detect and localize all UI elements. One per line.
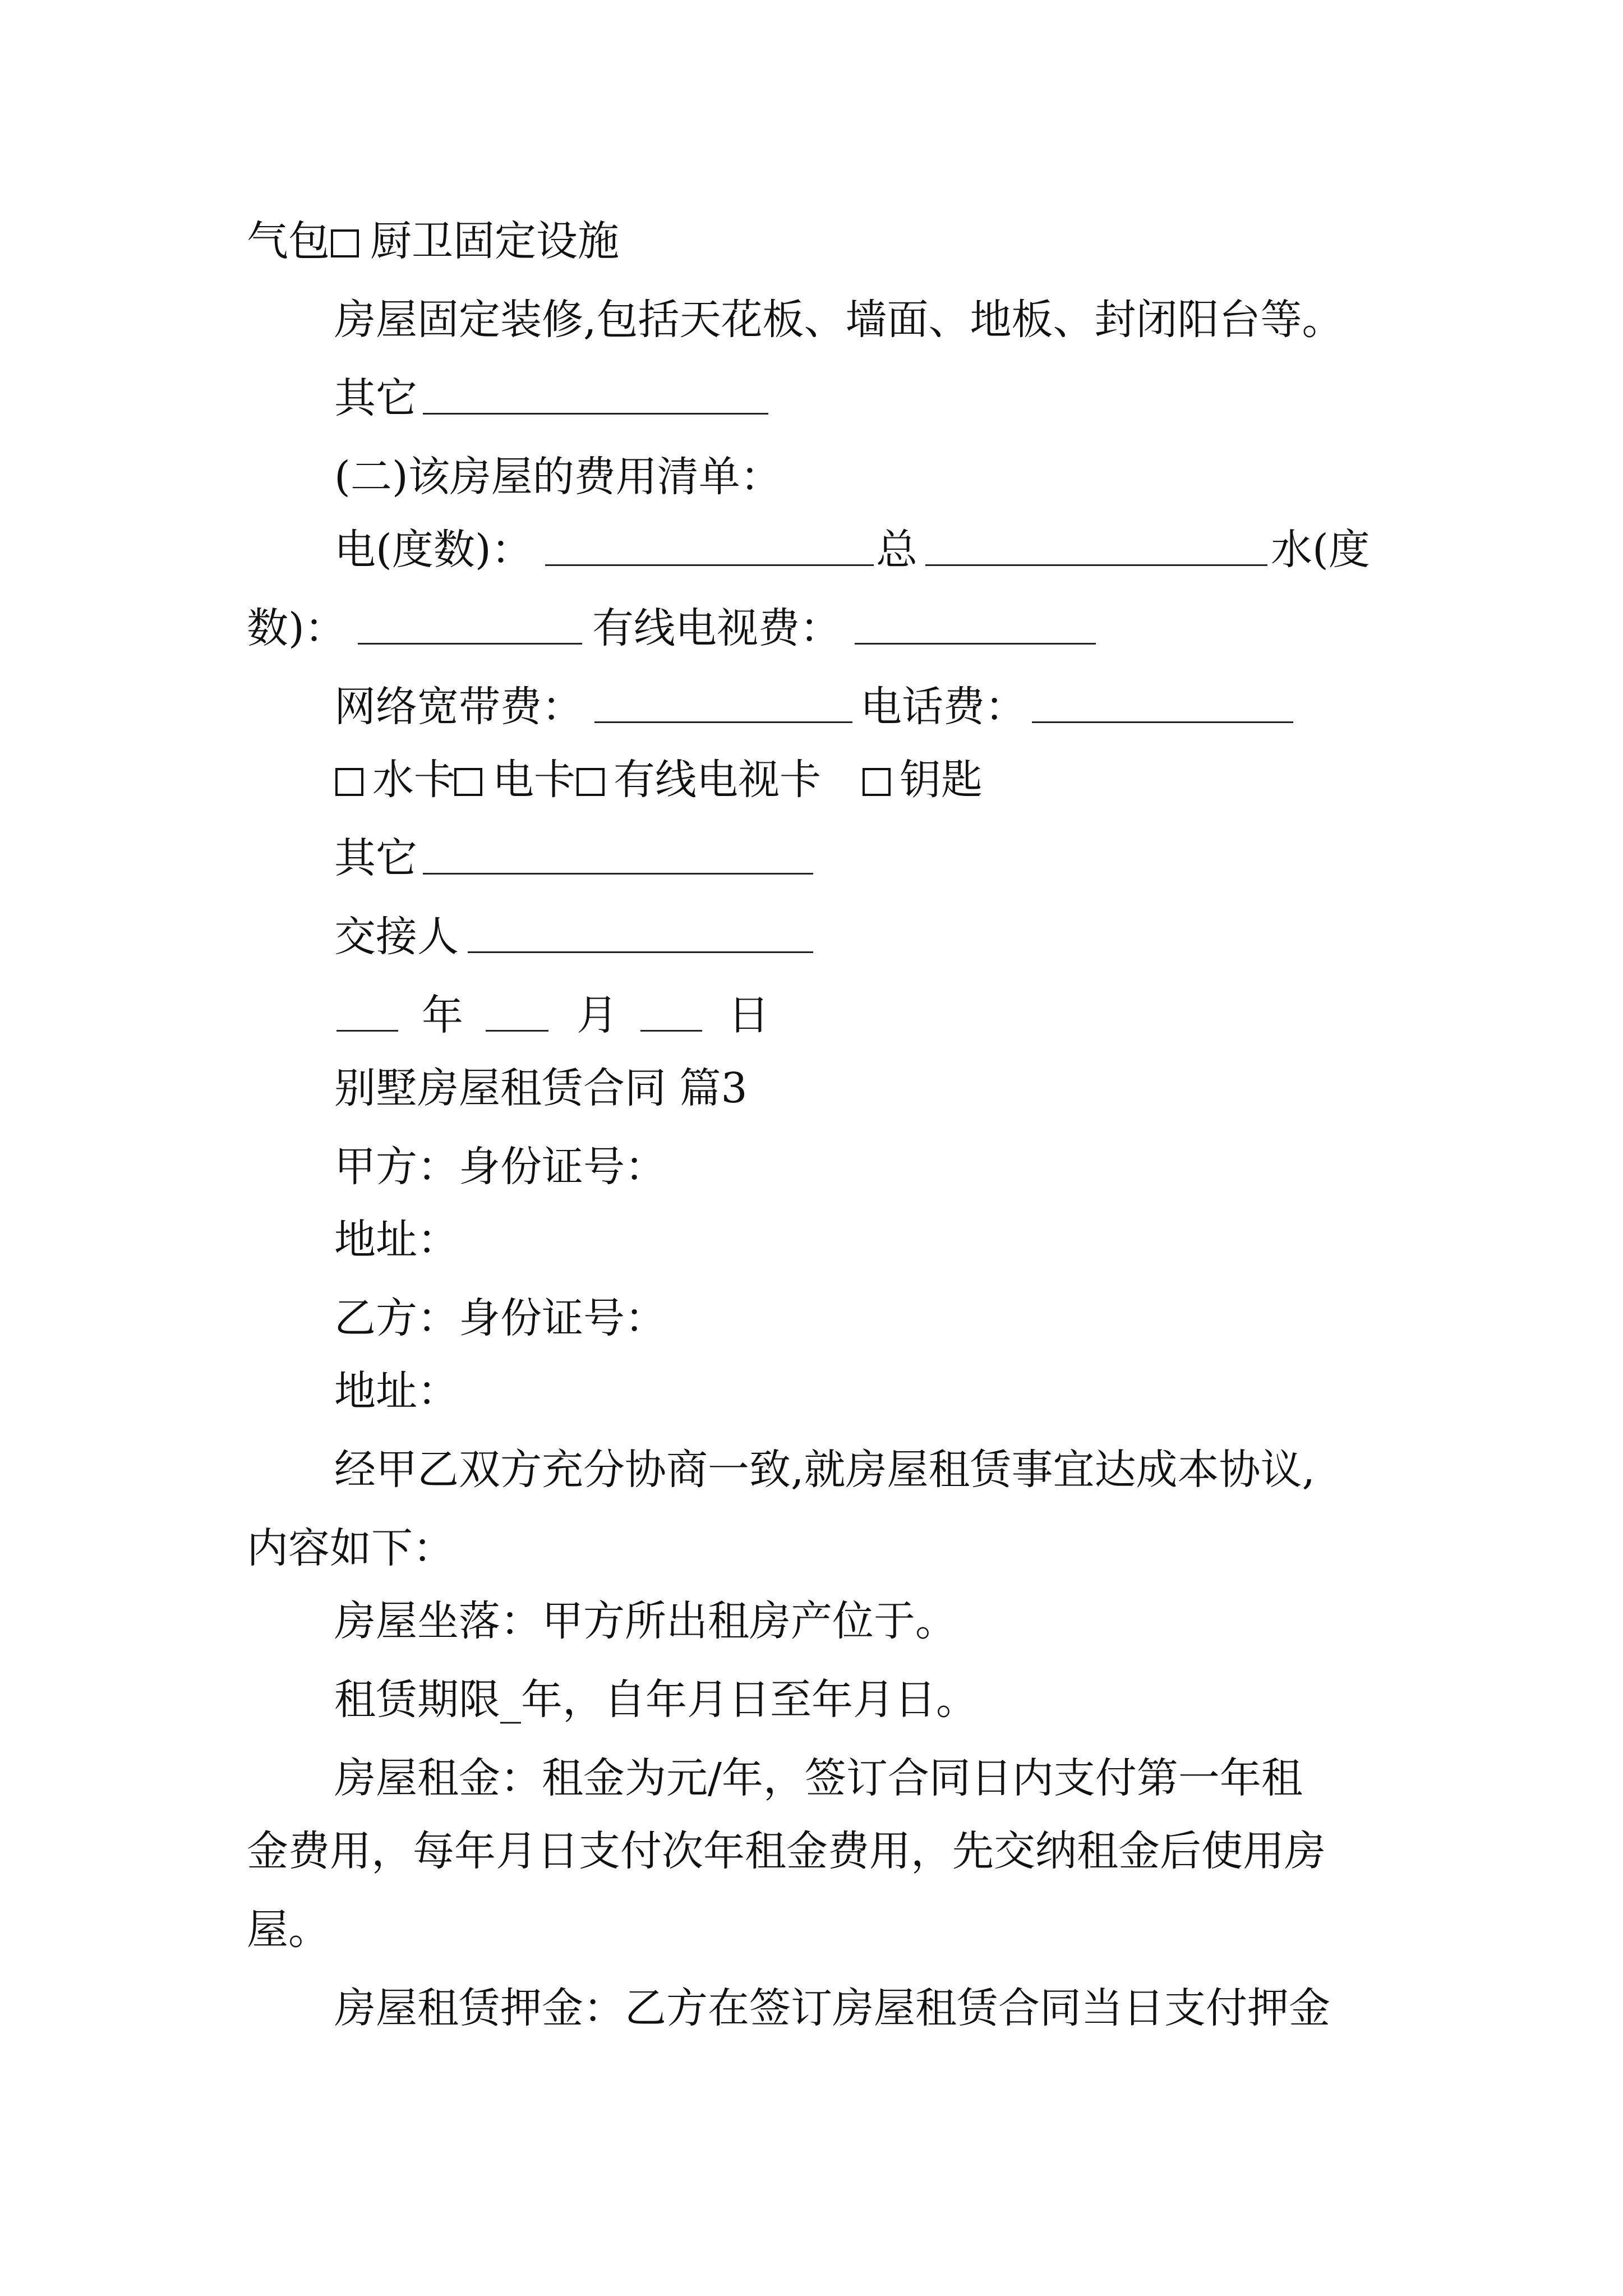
paragraph-text: 经甲乙双方充分协商一致,就房屋租赁事宜达成本协议, (334, 1446, 1316, 1494)
text-line (0, 1666, 1623, 1733)
fill-in-blank (545, 564, 874, 566)
fill-in-blank (336, 1030, 398, 1032)
section-heading: (二)该房屋的费用清单： (334, 453, 782, 501)
checkbox-label: 水卡 (372, 756, 455, 804)
field-label: 有线电视费： (592, 604, 841, 652)
checkbox-label: 钥匙 (900, 756, 983, 804)
paragraph-text: 内容如下： (247, 1524, 454, 1572)
fill-in-blank (468, 951, 813, 953)
text-line (0, 1588, 1623, 1655)
text-line (0, 903, 1623, 970)
paragraph-text: 房屋坐落：甲方所出租房产位于。 (334, 1597, 957, 1645)
paragraph-text: 房屋租赁押金：乙方在签订房屋租赁合同当日支付押金 (334, 1984, 1330, 2032)
field-label: 电话费： (860, 683, 1026, 731)
checkbox-icon (453, 746, 483, 813)
text-line (0, 673, 1623, 740)
checkbox-label: 有线电视卡 (614, 756, 821, 804)
field-label: 网络宽带费： (334, 683, 583, 731)
field-label: 其它 (334, 374, 417, 422)
fill-in-blank (1032, 721, 1293, 723)
text-line (0, 1745, 1623, 1812)
text-line (0, 1206, 1623, 1273)
date-label-month: 月 (577, 991, 618, 1039)
checkbox-icon (575, 746, 606, 813)
text-line (0, 1055, 1623, 1122)
fill-in-blank (358, 643, 582, 645)
field-label: 总 (876, 526, 917, 574)
text-line (0, 1896, 1623, 1963)
checkbox-icon (861, 746, 892, 813)
paragraph-text: 屋。 (247, 1906, 330, 1954)
fill-in-blank (423, 873, 813, 875)
text-line (0, 825, 1623, 892)
text-line (0, 746, 1623, 813)
fill-in-blank (640, 1030, 702, 1032)
text-line (0, 1436, 1623, 1503)
address-label: 地址： (334, 1367, 459, 1415)
paragraph-text: 租赁期限_年，自年月日至年月日。 (334, 1676, 978, 1724)
text-line (0, 1285, 1623, 1352)
text-line (0, 286, 1623, 353)
field-label: 其它 (334, 834, 417, 882)
text-line (0, 1515, 1623, 1582)
date-label-day: 日 (728, 991, 769, 1039)
fill-in-blank (594, 721, 852, 723)
text-line (0, 1818, 1623, 1885)
text-line (0, 595, 1623, 662)
field-label: 数)： (247, 604, 346, 652)
text-line (0, 208, 1623, 275)
text-run: 厨卫固定设施 (370, 217, 619, 265)
field-label: 电(度数)： (334, 526, 533, 574)
text-line (0, 1975, 1623, 2042)
date-line (0, 982, 1623, 1049)
text-line (0, 443, 1623, 510)
fill-in-blank (925, 564, 1267, 566)
checkbox-icon (334, 746, 365, 813)
text-line (0, 516, 1623, 583)
paragraph-text: 金费用，每年月日支付次年租金费用，先交纳租金后使用房 (247, 1827, 1326, 1875)
field-label: 交接人 (334, 913, 459, 961)
address-label: 地址： (334, 1216, 459, 1264)
checkbox-label: 电卡 (492, 756, 575, 804)
text-line (0, 1358, 1623, 1425)
text-line (0, 1133, 1623, 1200)
date-label-year: 年 (422, 991, 463, 1039)
checkbox-icon (330, 208, 360, 275)
text-run: 房屋固定装修,包括天花板、墙面、地板、封闭阳台等。 (334, 296, 1344, 344)
text-run: 气包 (247, 217, 330, 265)
field-label: 水(度 (1271, 526, 1370, 574)
text-line (0, 365, 1623, 432)
fill-in-blank (423, 413, 768, 415)
fill-in-blank (855, 643, 1096, 645)
party-a-label: 甲方：身份证号： (334, 1143, 666, 1191)
fill-in-blank (486, 1030, 548, 1032)
contract-title: 别墅房屋租赁合同 篇3 (334, 1064, 748, 1112)
paragraph-text: 房屋租金：租金为元/年，签订合同日内支付第一年租 (334, 1754, 1303, 1802)
party-b-label: 乙方：身份证号： (334, 1294, 666, 1342)
